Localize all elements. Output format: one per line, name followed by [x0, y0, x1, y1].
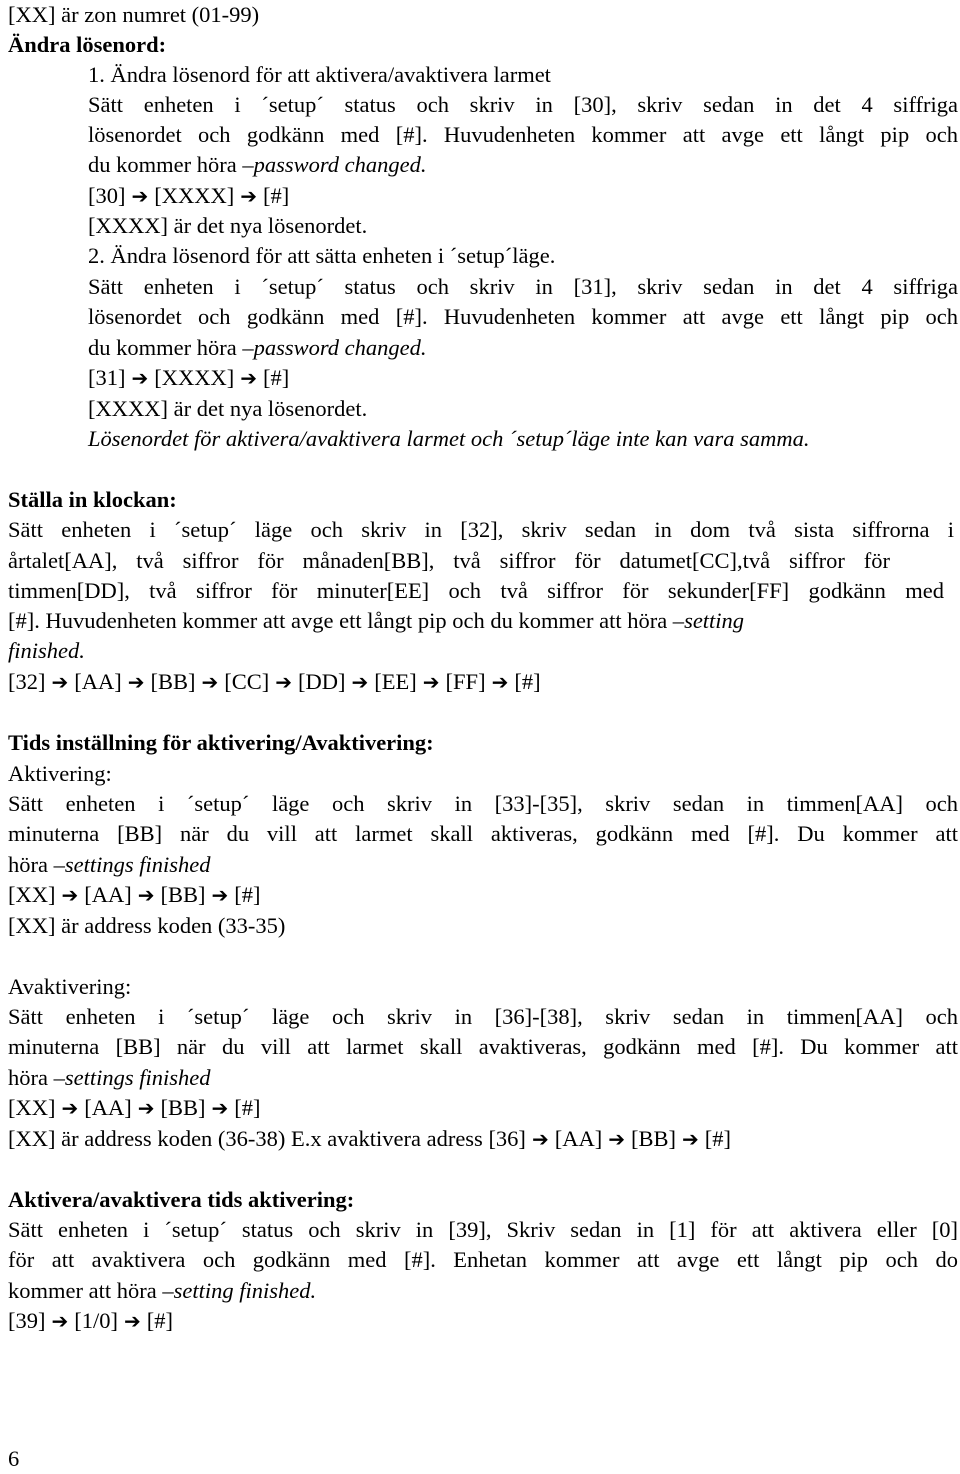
password-warning-text: Lösenordet för aktivera/avaktivera larmet och ´setup´läge inte kan vara samma.	[88, 426, 810, 451]
set-clock-line1: Sätt enheten i ´setup´ läge och skriv in [32], skriv sedan in dom två sista siffrorna i	[8, 517, 954, 542]
activation-note: [XX] är address koden (33-35)	[8, 913, 286, 938]
set-clock-line4	[8, 606, 744, 636]
arrow-right-icon: ➔	[491, 670, 509, 694]
password2-title: 2. Ändra lösenord för att sätta enheten i ´setup´läge.	[88, 243, 556, 268]
sequence-step: [BB]	[160, 882, 206, 907]
sequence-step: [DD]	[298, 669, 346, 694]
password2-text-line3	[88, 333, 427, 363]
toggle-timed-activation-heading	[8, 1185, 354, 1215]
deactivation-settings-finished: settings finished	[64, 1065, 211, 1090]
sequence-step: [39]	[8, 1308, 46, 1333]
page-number: 6	[8, 1446, 20, 1471]
arrow-right-icon: ➔	[201, 670, 219, 694]
arrow-right-icon: ➔	[681, 1127, 699, 1151]
toggle-setting-finished: setting finished.	[173, 1278, 317, 1303]
activation-line3-prefix: höra –	[8, 852, 65, 877]
zone-number-note: [XX] är zon numret (01-99)	[8, 2, 260, 27]
arrow-right-icon: ➔	[351, 670, 369, 694]
arrow-right-icon: ➔	[608, 1127, 625, 1151]
activation-settings-finished: settings finished	[64, 852, 211, 877]
deactivation-line2: minuterna [BB] när du vill att larmet skall avaktiveras, godkänn med [#]. Du kommer att	[8, 1034, 958, 1059]
arrow-right-icon: ➔	[211, 1096, 229, 1120]
change-password-heading-text: Ändra lösenord:	[8, 32, 167, 57]
deactivation-label: Avaktivering:	[8, 974, 132, 999]
sequence-step: [AA]	[84, 882, 132, 907]
password1-title: 1. Ändra lösenord för att aktivera/avaktivera larmet	[88, 62, 551, 87]
set-clock-line3: timmen[DD], två siffror för minuter[EE] och två siffror för sekunder[FF] godkänn med	[8, 578, 944, 603]
activation-line1: Sätt enheten i ´setup´ läge och skriv in [33]-[35], skriv sedan in timmen[AA] och	[8, 791, 958, 816]
sequence-step: [BB]	[150, 669, 196, 694]
password2-text-line2: lösenordet och godkänn med [#]. Huvudenheten kommer att avge ett långt pip och	[88, 304, 958, 329]
activation-line3	[8, 850, 210, 880]
time-setting-heading	[8, 728, 434, 758]
sequence-step: [#]	[234, 882, 261, 907]
activation-label: Aktivering:	[8, 761, 112, 786]
password1-text-line1: Sätt enheten i ´setup´ status och skriv in [30], skriv sedan in det 4 siffriga	[88, 92, 958, 117]
deactivation-note-text: [XX] är address koden (36-38) E.x avaktivera adress [36]	[8, 1126, 526, 1151]
deactivation-line3	[8, 1063, 210, 1093]
sequence-step: [XX]	[8, 1095, 56, 1120]
arrow-right-icon: ➔	[131, 184, 149, 208]
sequence-step: [30]	[88, 183, 126, 208]
password2-sequence	[88, 363, 289, 393]
arrow-right-icon: ➔	[240, 366, 258, 390]
password1-note: [XXXX] är det nya lösenordet.	[88, 213, 368, 238]
toggle-line3	[8, 1276, 316, 1306]
arrow-right-icon: ➔	[131, 366, 149, 390]
sequence-step: [FF]	[445, 669, 486, 694]
activation-line2: minuterna [BB] när du vill att larmet skall aktiveras, godkänn med [#]. Du kommer att	[8, 821, 958, 846]
arrow-right-icon: ➔	[137, 883, 155, 907]
setting-text: setting	[684, 608, 745, 633]
deactivation-sequence	[8, 1093, 261, 1123]
toggle-line2: för att avaktivera och godkänn med [#]. Enhetan kommer att avge ett långt pip och do	[8, 1247, 958, 1272]
arrow-right-icon: ➔	[61, 883, 79, 907]
arrow-right-icon: ➔	[61, 1096, 79, 1120]
toggle-line1: Sätt enheten i ´setup´ status och skriv in [39], Skriv sedan in [1] för att aktivera eller [0]	[8, 1217, 958, 1242]
sequence-step: [#]	[146, 1308, 174, 1333]
sequence-step: [XXXX]	[154, 365, 235, 390]
password2-changed-text: password changed.	[253, 335, 427, 360]
sequence-step: [31]	[88, 365, 126, 390]
sequence-step: [#]	[234, 1095, 261, 1120]
finished-text: finished.	[8, 638, 85, 663]
deactivation-note	[8, 1124, 731, 1154]
toggle-sequence	[8, 1306, 173, 1336]
password1-changed-text: password changed.	[253, 152, 427, 177]
sequence-step: [AA]	[74, 669, 122, 694]
password1-text-line2: lösenordet och godkänn med [#]. Huvudenheten kommer att avge ett långt pip och	[88, 122, 958, 147]
sequence-step: [AA]	[554, 1126, 603, 1151]
set-clock-line2: årtalet[AA], två siffror för månaden[BB], två siffror för datumet[CC],två siffror för	[8, 548, 890, 573]
arrow-right-icon: ➔	[51, 1309, 69, 1333]
arrow-right-icon: ➔	[422, 670, 440, 694]
sequence-step: [1/0]	[74, 1308, 119, 1333]
set-clock-heading	[8, 485, 177, 515]
activation-sequence	[8, 880, 261, 910]
sequence-step: [XX]	[8, 882, 56, 907]
password-warning	[88, 424, 810, 454]
set-clock-line4-text: [#]. Huvudenheten kommer att avge ett långt pip och du kommer att höra –	[8, 608, 685, 633]
sequence-step: [BB]	[160, 1095, 206, 1120]
set-clock-sequence	[8, 667, 541, 697]
sequence-step: [#]	[704, 1126, 731, 1151]
sequence-step: [#]	[514, 669, 541, 694]
sequence-step: [32]	[8, 669, 46, 694]
arrow-right-icon: ➔	[137, 1096, 155, 1120]
sequence-step: [BB]	[630, 1126, 676, 1151]
deactivation-line3-prefix: höra –	[8, 1065, 65, 1090]
password2-text-line1: Sätt enheten i ´setup´ status och skriv in [31], skriv sedan in det 4 siffriga	[88, 274, 958, 299]
arrow-right-icon: ➔	[124, 1309, 141, 1333]
arrow-right-icon: ➔	[531, 1127, 549, 1151]
set-clock-line5	[8, 636, 85, 666]
change-password-heading	[8, 30, 166, 60]
password1-sequence	[88, 181, 289, 211]
arrow-right-icon: ➔	[127, 670, 145, 694]
sequence-step: [XXXX]	[154, 183, 235, 208]
password2-note: [XXXX] är det nya lösenordet.	[88, 396, 368, 421]
arrow-right-icon: ➔	[51, 670, 69, 694]
password1-text-line3	[88, 150, 427, 180]
arrow-right-icon: ➔	[240, 184, 258, 208]
password2-text-prefix: du kommer höra –	[88, 335, 254, 360]
sequence-step: [EE]	[374, 669, 417, 694]
password1-text-prefix: du kommer höra –	[88, 152, 254, 177]
toggle-line3-prefix: kommer att höra –	[8, 1278, 174, 1303]
set-clock-heading-text: Ställa in klockan:	[8, 487, 177, 512]
arrow-right-icon: ➔	[275, 670, 293, 694]
sequence-step: [#]	[263, 183, 290, 208]
deactivation-example-sequence	[526, 1126, 731, 1151]
time-setting-heading-text: Tids inställning för aktivering/Avaktivering:	[8, 730, 434, 755]
deactivation-line1: Sätt enheten i ´setup´ läge och skriv in [36]-[38], skriv sedan in timmen[AA] och	[8, 1004, 958, 1029]
arrow-right-icon: ➔	[211, 883, 229, 907]
sequence-step: [#]	[263, 365, 290, 390]
sequence-step: [AA]	[84, 1095, 132, 1120]
toggle-timed-activation-heading-text: Aktivera/avaktivera tids aktivering:	[8, 1187, 355, 1212]
sequence-step: [CC]	[224, 669, 270, 694]
